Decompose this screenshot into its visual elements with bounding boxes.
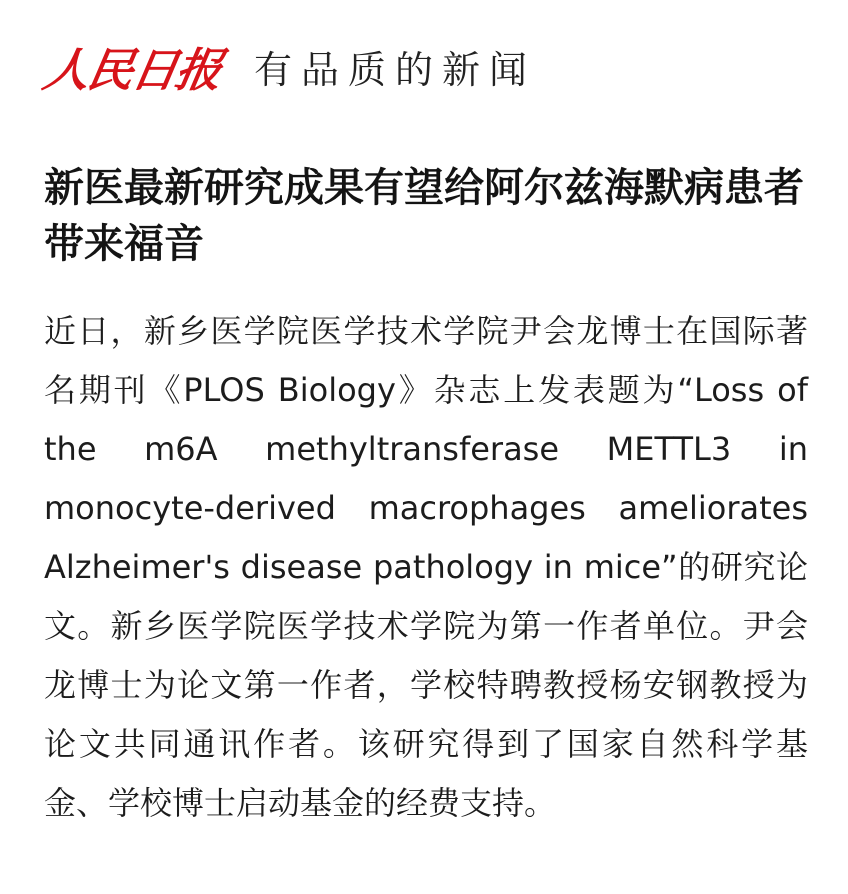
masthead xyxy=(39,30,537,110)
article-body: 近日，新乡医学院医学技术学院尹会龙博士在国际著名期刊《PLOS Biology》杂志上发表题为“Loss of the m6A methyltransferase METTL3 in monocyte-derived macrophages ameliorates Alzheimer's disease pathology in mice”的研究论文。新乡医学院医学技术学院为第一作者单位。尹会龙博士为论文第一作者，学校特聘教授杨安钢教授为论文共同通讯作者。该研究得到了国家自然科学基金、学校博士启动基金的经费支持。 xyxy=(44,312,808,822)
people-daily-logo: 人民日报 xyxy=(39,43,225,97)
article-headline: 新医最新研究成果有望给阿尔兹海默病患者带来福音 xyxy=(44,165,804,267)
masthead-slogan: 有品质的新闻 xyxy=(254,48,537,92)
